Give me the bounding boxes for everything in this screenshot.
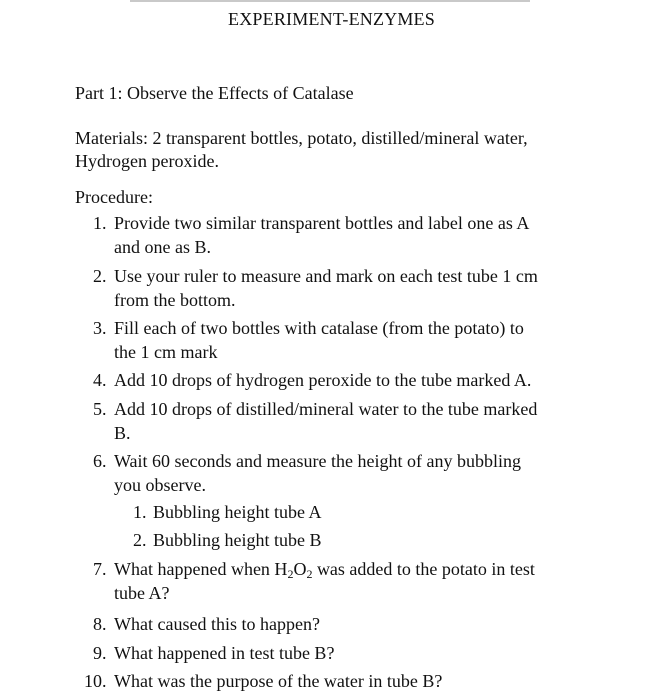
step-number: 4. [93,370,107,390]
step-text-mid: O [293,559,307,579]
step-number: 2. [93,266,107,286]
page-title: EXPERIMENT-ENZYMES [228,9,435,29]
procedure-step-9 [93,642,603,666]
subscript: 2 [287,567,294,581]
step-text-line-2: the 1 cm mark [114,341,218,362]
top-divider [130,0,530,2]
sub-step-number: 1. [133,502,147,522]
step-text-line-1: Use your ruler to measure and mark on each test tube 1 cm [114,266,538,286]
procedure-step-1 [93,212,603,259]
step-text-line-2: B. [114,422,131,443]
step-text-line-2: from the bottom. [114,289,236,310]
sub-step-number: 2. [133,530,147,550]
procedure-step-2 [93,265,603,312]
step-text-line-1: What happened in test tube B? [114,643,335,663]
subscript: 2 [306,567,313,581]
procedure-label: Procedure: [75,187,153,207]
procedure-step-7 [93,558,603,605]
step-number: 5. [93,399,107,419]
procedure-step-6 [93,450,603,497]
step-text-line-1: Add 10 drops of hydrogen peroxide to the tube marked A. [114,370,532,390]
sub-step-1 [133,501,322,524]
procedure-step-3 [93,317,603,364]
materials-line-1: Materials: 2 transparent bottles, potato, distilled/mineral water, [75,128,528,148]
step-text-line-1: Provide two similar transparent bottles and label one as A [114,213,530,233]
step-number: 6. [93,451,107,471]
step-number: 7. [93,559,107,579]
sub-step-2 [133,529,322,552]
step-text-line-1 [114,558,603,582]
step-number: 9. [93,643,107,663]
step-number: 8. [93,614,107,634]
step-text-pre: What happened when H [114,559,288,579]
step-text-line-1: Wait 60 seconds and measure the height of any bubbling [114,451,521,471]
step-number: 3. [93,318,107,338]
step-text-line-1: Fill each of two bottles with catalase (from the potato) to [114,318,524,338]
step-text-line-2: tube A? [114,582,170,603]
procedure-step-5 [93,398,603,445]
part-heading: Part 1: Observe the Effects of Catalase [75,83,354,103]
step-text-post: was added to the potato in test [312,559,535,579]
sub-step-text: Bubbling height tube B [153,530,322,550]
step-text-line-1: What caused this to happen? [114,614,320,634]
step-text-line-2: and one as B. [114,236,211,257]
step-number: 10. [84,671,107,691]
step-text-line-1: What was the purpose of the water in tube B? [114,671,443,691]
sub-step-text: Bubbling height tube A [153,502,322,522]
step-text-line-2: you observe. [114,474,206,495]
procedure-step-4 [93,369,603,393]
procedure-step-10 [84,670,594,694]
materials-line-2: Hydrogen peroxide. [75,151,219,171]
step-text-line-1: Add 10 drops of distilled/mineral water to the tube marked [114,399,538,419]
materials-text [75,127,615,173]
step-number: 1. [93,213,107,233]
procedure-step-8 [93,613,603,637]
